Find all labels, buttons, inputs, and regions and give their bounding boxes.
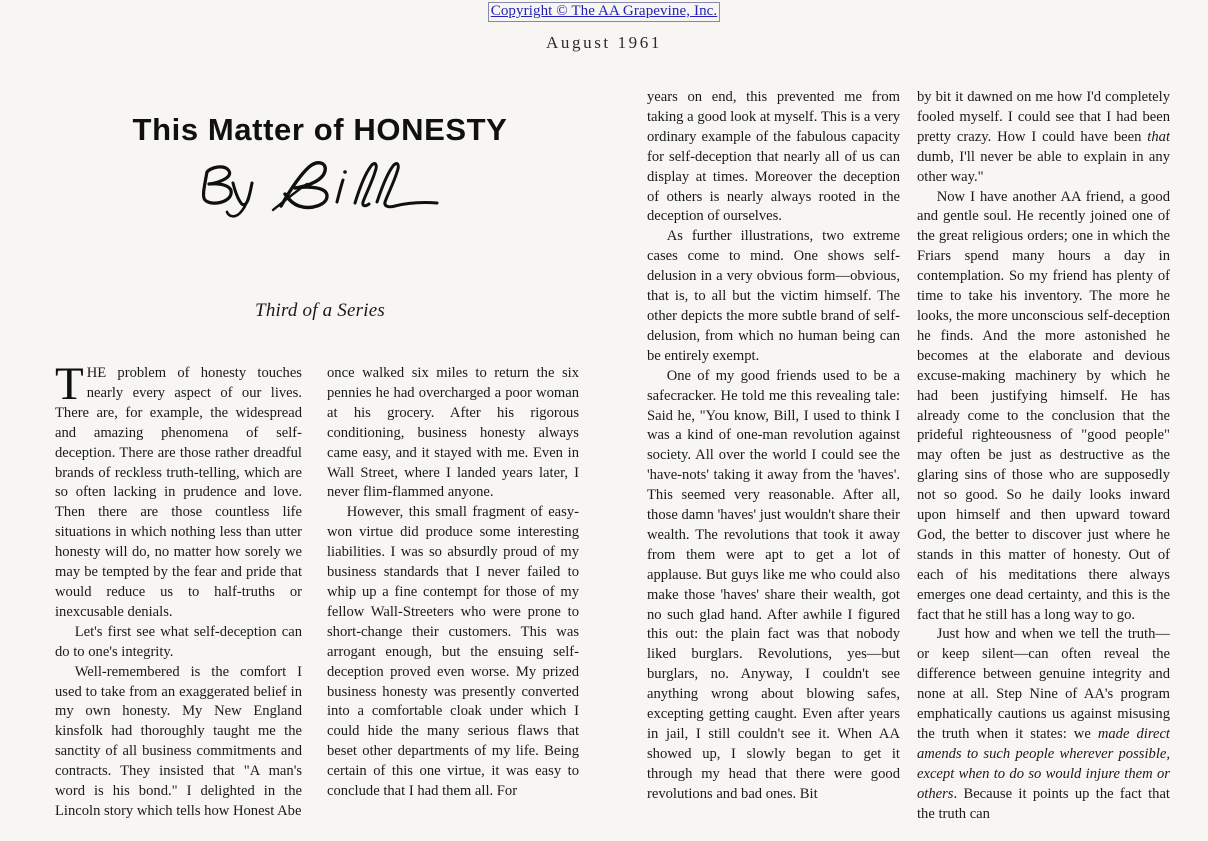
- step-nine-quote: made direct amends to such people wherever possible, except when to do so would injure them or others: [917, 726, 1170, 802]
- copyright-link[interactable]: Copyright © The AA Grapevine, Inc.: [488, 2, 721, 22]
- column-3: [647, 88, 900, 836]
- series-note: Third of a Series: [255, 300, 385, 321]
- paragraph: [917, 625, 1170, 824]
- paragraph-text: dumb, I'll never be able to explain in any other way.": [917, 148, 1170, 185]
- paragraph-text: by bit it dawned on me how I'd completely fooled myself. I could see that I had been pretty crazy. How I could have been: [917, 89, 1170, 145]
- paragraph-text: . Because it points up the fact that the truth can: [917, 785, 1170, 822]
- paragraph: Well-remembered is the comfort I used to take from an exaggerated belief in my own honesty. My New England kinsfolk had thoroughly taught me the sanctity of all business commitments and contracts. They insisted that "A man's word is his bond." I delighted in the Lincoln story which tells how Honest Abe: [55, 663, 302, 819]
- paragraph: One of my good friends used to be a safecracker. He told me this revealing tale: Said he, "You know, Bill, I used to think I was a kind of one-man revolution against society. All over the world I could see the 'have-nots' taking it away from the 'haves'. This seemed very reasonable. After all, those damn 'haves' just wouldn't share their wealth. The revolutions that took it away from them were apt to get a lot of applause. But guys like me who could also make those 'haves' share their wealth, got no such glad hand. After awhile I figured this out: the plain fact was that nobody liked burglars. Revolutions, yes—but burglars, no. Anyway, I couldn't see anything wrong about blowing safes, excepting getting caught. Even after years in jail, I still couldn't see it. When AA showed up, I slowly began to get it through my head that there were good revolutions and bad ones. Bit: [647, 367, 900, 802]
- paragraph-text: HE problem of honesty touches nearly every aspect of our lives. There are, for example, the widespread and amazing phenomena of self-deception. There are those rather dreadful brands of reckless truth-telling, which are so often lacking in prudence and love. Then there are those countless life situations in which nothing less than utter honesty will do, no matter how sorely we may be tempted by the fear and pride that would reduce us to half-truths or inexcusable denials.: [55, 365, 302, 620]
- paragraph: [917, 88, 1170, 188]
- column-2: [327, 364, 579, 834]
- paragraph: Now I have another AA friend, a good and gentle soul. He recently joined one of the great religious orders; one in which the Friars spend many hours a day in contemplation. So my friend has plenty of time to take his inventory. The more he looks, the more unconscious self-deception he finds. And the more astonished he becomes at the elaborate and devious excuse-making machinery by which he had been justifying himself. He has already come to the conclusion that the prideful righteousness of "good people" may often be just as destructive as the glaring sins of those who are supposedly not so good. So he daily looks inward upon himself and then upward toward God, the better to discover just where he stands in this matter of honesty. Out of each of his meditations there always emerges one dead certainty, and this is the fact that he still has a long way to go.: [917, 188, 1170, 623]
- paragraph: As further illustrations, two extreme cases come to mind. One shows self-delusion in a very obvious form—obvious, that is, to all but the victim himself. The other depicts the more subtle brand of self-delusion, from which no human being can be entirely exempt.: [647, 228, 900, 364]
- paragraph: once walked six miles to return the six pennies he had overcharged a poor woman at his grocery. After his rigorous conditioning, business honesty always came easy, and it stayed with me. Even in Wall Street, where I landed years later, I never flim-flammed anyone.: [327, 365, 579, 501]
- paragraph: Let's first see what self-deception can do to one's integrity.: [55, 623, 302, 660]
- issue-date: August 1961: [546, 33, 662, 52]
- column-4: [917, 88, 1170, 836]
- page-title: This Matter of HONESTY: [132, 112, 508, 147]
- drop-cap: T: [55, 364, 84, 410]
- paragraph-text: Just how and when we tell the truth—or keep silent—can often reveal the difference between genuine integrity and none at all. Step Nine of AA's program emphatically cautions us against misusing the truth when it states: we: [917, 626, 1170, 742]
- emphasis-text: that: [1147, 128, 1170, 145]
- column-1: [55, 364, 302, 834]
- paragraph: However, this small fragment of easy-won virtue did produce some interesting liabilities. I was so absurdly proud of my business standards that I never failed to whip up a fine contempt for those of my fellow Wall-Streeters who were prone to short-change their customers. This was arrogant enough, but the ensuing self-deception proved even worse. My prized business honesty was presently converted into a comfortable cloak under which I could hide the many serious flaws that beset other departments of my life. Being certain of this one virtue, it was easy to conclude that I had them all. For: [327, 504, 579, 800]
- paragraph: years on end, this prevented me from taking a good look at myself. This is a very ordinary example of the fabulous capacity for self-deception that nearly all of us can display at times. Moreover the deception of others is nearly always rooted in the deception of ourselves.: [647, 89, 900, 225]
- paragraph: [55, 364, 302, 623]
